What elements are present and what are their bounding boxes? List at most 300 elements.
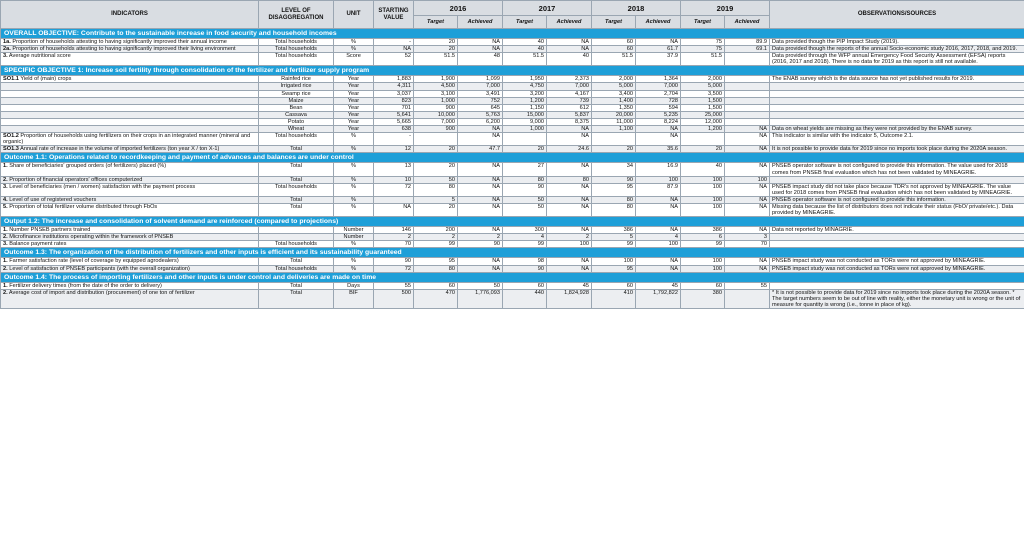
indicator-label: Level of use of registered vouchers: [9, 196, 97, 203]
target-value: 60: [592, 39, 636, 46]
starting-value: 5,665: [374, 118, 414, 125]
section-title: OVERALL OBJECTIVE: Contribute to the sustainable increase in food security and household incomes: [1, 29, 1024, 39]
target-value: 20: [414, 163, 458, 176]
target-value: 100: [681, 203, 725, 216]
disaggregation-level: Wheat: [259, 126, 334, 133]
disaggregation-level: Total households: [259, 53, 334, 66]
indicator-label: Microfinance institutions operating within the framework of PNSEB: [9, 234, 174, 241]
achieved-value: 16.9: [636, 163, 681, 176]
achieved-value: 5,763: [458, 111, 503, 118]
target-value: 100: [681, 258, 725, 265]
table-row: [1, 118, 1024, 125]
achieved-value: NA: [458, 265, 503, 272]
achieved-value: 7,000: [458, 83, 503, 90]
achieved-value: NA: [547, 126, 592, 133]
indicator-cell: [1, 241, 259, 248]
achieved-value: NA: [725, 163, 770, 176]
header-target: Target: [592, 16, 636, 29]
achieved-value: NA: [725, 203, 770, 216]
disaggregation-level: Total households: [259, 46, 334, 53]
disaggregation-level: [259, 227, 334, 234]
unit-cell: Year: [334, 126, 374, 133]
indicator-label: Proportion of households attesting to having significantly improved their living environment: [12, 46, 236, 53]
achieved-value: 8,224: [636, 118, 681, 125]
achieved-value: NA: [547, 183, 592, 196]
achieved-value: 594: [636, 104, 681, 111]
unit-cell: Score: [334, 53, 374, 66]
target-value: 3,200: [503, 90, 547, 97]
header-starting-value: STARTING VALUE: [374, 1, 414, 29]
target-value: 80: [414, 265, 458, 272]
achieved-value: 4: [636, 234, 681, 241]
observation-cell: Data not reported by MINAGRIE.: [770, 227, 1024, 234]
achieved-value: NA: [458, 176, 503, 183]
target-value: 60: [503, 282, 547, 289]
achieved-value: [725, 104, 770, 111]
indicator-cell: [1, 126, 259, 133]
indicator-code: 3.: [3, 241, 8, 248]
header-year: 2017: [503, 1, 592, 16]
observation-cell: PNSEB operator software is not configured to provide this information.: [770, 196, 1024, 203]
header-unit: UNIT: [334, 1, 374, 29]
target-value: 50: [503, 196, 547, 203]
achieved-value: NA: [636, 203, 681, 216]
achieved-value: 90: [458, 241, 503, 248]
target-value: 99: [503, 241, 547, 248]
starting-value: 72: [374, 183, 414, 196]
observation-cell: Missing data because the list of distributors does not indicate their status (FbO/ private/etc.). Data provided by MINEAGRIE.: [770, 203, 1024, 216]
target-value: 1,350: [592, 104, 636, 111]
target-value: 75: [681, 39, 725, 46]
target-value: 12,000: [681, 118, 725, 125]
disaggregation-level: Total: [259, 163, 334, 176]
table-row: [1, 289, 1024, 308]
indicator-label: Proportion of households using fertilizers on their crops in an integrated manner (mineral and organic): [3, 133, 251, 146]
target-value: 5,000: [592, 83, 636, 90]
achieved-value: 2: [458, 234, 503, 241]
header-year: 2016: [414, 1, 503, 16]
achieved-value: 2: [547, 234, 592, 241]
target-value: 470: [414, 289, 458, 308]
indicator-cell: [1, 118, 259, 125]
disaggregation-level: Total households: [259, 133, 334, 146]
observation-cell: [770, 176, 1024, 183]
achieved-value: 1,824,928: [547, 289, 592, 308]
achieved-value: [725, 97, 770, 104]
achieved-value: 4,167: [547, 90, 592, 97]
indicator-cell: [1, 46, 259, 53]
target-value: [681, 133, 725, 146]
observation-cell: [770, 90, 1024, 97]
target-value: 95: [592, 183, 636, 196]
target-value: 386: [681, 227, 725, 234]
achieved-value: NA: [725, 126, 770, 133]
achieved-value: 55: [725, 282, 770, 289]
achieved-value: 1,099: [458, 76, 503, 83]
section-header-row: [1, 66, 1024, 76]
target-value: 100: [681, 196, 725, 203]
starting-value: 1,883: [374, 76, 414, 83]
header-level: LEVEL OF DISAGGREGATION: [259, 1, 334, 29]
observation-cell: [770, 118, 1024, 125]
achieved-value: [725, 289, 770, 308]
achieved-value: 87.9: [636, 183, 681, 196]
starting-value: 638: [374, 126, 414, 133]
disaggregation-level: Cassava: [259, 111, 334, 118]
target-value: 51.5: [414, 53, 458, 66]
disaggregation-level: Bean: [259, 104, 334, 111]
header-target: Target: [681, 16, 725, 29]
target-value: 300: [503, 227, 547, 234]
target-value: 15,000: [503, 111, 547, 118]
achieved-value: NA: [547, 46, 592, 53]
starting-value: -: [374, 39, 414, 46]
achieved-value: 100: [547, 241, 592, 248]
achieved-value: [725, 83, 770, 90]
indicator-code: 2.: [3, 234, 8, 241]
unit-cell: %: [334, 183, 374, 196]
indicator-code: 2.: [3, 289, 8, 296]
target-value: 99: [681, 241, 725, 248]
target-value: 95: [592, 265, 636, 272]
achieved-value: NA: [547, 265, 592, 272]
header-achieved: Achieved: [725, 16, 770, 29]
starting-value: 3,037: [374, 90, 414, 97]
achieved-value: 7,000: [636, 83, 681, 90]
target-value: 1,900: [414, 76, 458, 83]
achieved-value: NA: [458, 203, 503, 216]
achieved-value: [725, 111, 770, 118]
header-observations: OBSERVATIONS/SOURCES: [770, 1, 1024, 29]
starting-value: 55: [374, 282, 414, 289]
starting-value: 5,641: [374, 111, 414, 118]
target-value: 100: [681, 265, 725, 272]
achieved-value: NA: [636, 227, 681, 234]
indicator-label: Balance payment rates: [9, 241, 67, 248]
target-value: 40: [503, 46, 547, 53]
indicator-code: 2a.: [3, 46, 11, 53]
observation-cell: The ENAB survey which is the data source has not yet published results for 2019.: [770, 76, 1024, 83]
unit-cell: Year: [334, 104, 374, 111]
achieved-value: NA: [547, 39, 592, 46]
indicator-code: 3.: [3, 53, 8, 60]
target-value: 40: [503, 39, 547, 46]
table-row: [1, 203, 1024, 216]
indicator-cell: [1, 265, 259, 272]
achieved-value: NA: [458, 133, 503, 146]
target-value: [503, 133, 547, 146]
indicator-cell: [1, 83, 259, 90]
target-value: 50: [414, 176, 458, 183]
indicator-cell: [1, 97, 259, 104]
observation-cell: [770, 104, 1024, 111]
target-value: 1,950: [503, 76, 547, 83]
unit-cell: %: [334, 46, 374, 53]
indicator-cell: [1, 176, 259, 183]
achieved-value: 5,837: [547, 111, 592, 118]
achieved-value: NA: [458, 46, 503, 53]
disaggregation-level: Total households: [259, 183, 334, 196]
target-value: 3,100: [414, 90, 458, 97]
header-achieved: Achieved: [547, 16, 592, 29]
table-row: [1, 133, 1024, 146]
target-value: 1,500: [681, 104, 725, 111]
starting-value: 4,311: [374, 83, 414, 90]
unit-cell: Year: [334, 76, 374, 83]
table-row: [1, 39, 1024, 46]
table-row: [1, 234, 1024, 241]
achieved-value: 8,375: [547, 118, 592, 125]
observation-cell: [770, 241, 1024, 248]
section-header-row: [1, 153, 1024, 163]
target-value: 51.5: [592, 53, 636, 66]
header-indicators: INDICATORS: [1, 1, 259, 29]
observation-cell: Data provided though the reports of the annual Socio-economic study 2016, 2017, 2018, and 2019.: [770, 46, 1024, 53]
target-value: 4: [503, 234, 547, 241]
target-value: 1,000: [503, 126, 547, 133]
section-title: SPECIFIC OBJECTIVE 1: Increase soil fertility through consolidation of the fertilizer and fertilizer supply program: [1, 66, 1024, 76]
achieved-value: 47.7: [458, 146, 503, 153]
achieved-value: 2,704: [636, 90, 681, 97]
achieved-value: 69.1: [725, 46, 770, 53]
target-value: 20: [681, 146, 725, 153]
target-value: 410: [592, 289, 636, 308]
achieved-value: 728: [636, 97, 681, 104]
observation-cell: PNSEB impact study did not take place because TDR's not approved by MINEAGRIE. The value used for 2018 comes from PNSEB final evaluation which has not been validated by MINEAGRIE.: [770, 183, 1024, 196]
target-value: 10,000: [414, 111, 458, 118]
target-value: 75: [681, 46, 725, 53]
table-row: [1, 97, 1024, 104]
indicator-label: Proportion of financial operators' offices computerized: [9, 176, 143, 183]
starting-value: 12: [374, 146, 414, 153]
achieved-value: NA: [547, 203, 592, 216]
unit-cell: Number: [334, 234, 374, 241]
target-value: 90: [503, 265, 547, 272]
indicator-label: Yield of (main) crops: [20, 76, 72, 83]
achieved-value: NA: [725, 227, 770, 234]
table-row: [1, 241, 1024, 248]
indicator-label: Annual rate of increase in the volume of imported fertilizers (ton year X / ton X-1): [20, 146, 220, 153]
unit-cell: Year: [334, 83, 374, 90]
unit-cell: %: [334, 241, 374, 248]
disaggregation-level: Total: [259, 203, 334, 216]
section-header-row: [1, 272, 1024, 282]
target-value: 100: [681, 176, 725, 183]
observation-cell: PNSEB operator software is not configured to provide this information. The value used for 2018 comes from PNSEB final evaluation which has not been validated by MINEAGRIE.: [770, 163, 1024, 176]
disaggregation-level: Total households: [259, 265, 334, 272]
indicator-cell: [1, 39, 259, 46]
achieved-value: 48: [458, 53, 503, 66]
achieved-value: 1,364: [636, 76, 681, 83]
indicator-code: SO1.1: [3, 76, 19, 83]
unit-cell: Year: [334, 118, 374, 125]
achieved-value: NA: [547, 163, 592, 176]
disaggregation-level: Potato: [259, 118, 334, 125]
target-value: [592, 133, 636, 146]
indicator-cell: [1, 163, 259, 176]
indicator-code: 1.: [3, 163, 8, 170]
observation-cell: This indicator is similar with the indicator 5, Outcome 2.1.: [770, 133, 1024, 146]
target-value: 60: [592, 46, 636, 53]
achieved-value: 2,373: [547, 76, 592, 83]
indicator-cell: [1, 111, 259, 118]
indicator-cell: [1, 53, 259, 66]
disaggregation-level: Total: [259, 196, 334, 203]
target-value: 4,750: [503, 83, 547, 90]
target-value: 5,000: [681, 83, 725, 90]
target-value: 4,500: [414, 83, 458, 90]
target-value: 98: [503, 258, 547, 265]
achieved-value: 70: [725, 241, 770, 248]
starting-value: 2: [374, 234, 414, 241]
achieved-value: NA: [458, 163, 503, 176]
achieved-value: 100: [636, 241, 681, 248]
achieved-value: [725, 76, 770, 83]
observation-cell: PNSEB impact study was not conducted as TORs were not approved by MINEAGRIE.: [770, 265, 1024, 272]
target-value: [414, 133, 458, 146]
indicator-label: Proportion of total fertilizer volume distributed through FbOs: [9, 203, 158, 210]
target-value: 20: [503, 146, 547, 153]
table-row: [1, 196, 1024, 203]
indicator-cell: [1, 146, 259, 153]
achieved-value: NA: [547, 133, 592, 146]
indicator-label: Farmer satisfaction rate (level of coverage by equipped agrodealers): [9, 258, 179, 265]
achieved-value: [725, 90, 770, 97]
achieved-value: NA: [458, 183, 503, 196]
unit-cell: BIF: [334, 289, 374, 308]
starting-value: 70: [374, 241, 414, 248]
target-value: 51.5: [503, 53, 547, 66]
starting-value: 90: [374, 258, 414, 265]
target-value: 9,000: [503, 118, 547, 125]
target-value: 1,500: [681, 97, 725, 104]
achieved-value: 89.9: [725, 39, 770, 46]
indicator-label: Share of beneficiaries' grouped orders (of fertilizers) placed (%): [9, 163, 167, 170]
indicator-cell: [1, 282, 259, 289]
disaggregation-level: Maize: [259, 97, 334, 104]
target-value: 7,000: [414, 118, 458, 125]
achieved-value: 612: [547, 104, 592, 111]
indicator-label: Fertilizer delivery times (from the date of the order to delivery): [9, 282, 162, 289]
table-row: [1, 282, 1024, 289]
target-value: 100: [592, 258, 636, 265]
target-value: 1,400: [592, 97, 636, 104]
indicator-label: Average cost of import and distribution (procurement) of one ton of fertilizer: [8, 289, 195, 296]
indicator-label: Number PNSEB partners trained: [9, 227, 91, 234]
table-row: [1, 46, 1024, 53]
unit-cell: %: [334, 203, 374, 216]
table-row: [1, 76, 1024, 83]
indicator-cell: [1, 104, 259, 111]
target-value: 20,000: [592, 111, 636, 118]
achieved-value: 45: [547, 282, 592, 289]
achieved-value: NA: [458, 227, 503, 234]
starting-value: 146: [374, 227, 414, 234]
indicator-code: 1.: [3, 227, 8, 234]
disaggregation-level: Total: [259, 289, 334, 308]
header-year: 2019: [681, 1, 770, 16]
indicator-cell: [1, 227, 259, 234]
achieved-value: NA: [636, 258, 681, 265]
table-row: [1, 53, 1024, 66]
section-title: Outcome 1.1: Operations related to recordkeeping and payment of advances and balances are under control: [1, 153, 1024, 163]
unit-cell: Year: [334, 90, 374, 97]
starting-value: 701: [374, 104, 414, 111]
target-value: 60: [592, 282, 636, 289]
header-target: Target: [414, 16, 458, 29]
achieved-value: 3,491: [458, 90, 503, 97]
target-value: 20: [592, 146, 636, 153]
observation-cell: [770, 83, 1024, 90]
observation-cell: [770, 97, 1024, 104]
disaggregation-level: Irrigated rice: [259, 83, 334, 90]
unit-cell: %: [334, 265, 374, 272]
indicator-code: 2.: [3, 176, 8, 183]
target-value: 1,000: [414, 97, 458, 104]
target-value: 80: [592, 196, 636, 203]
target-value: 440: [503, 289, 547, 308]
starting-value: -: [374, 133, 414, 146]
indicator-cell: [1, 234, 259, 241]
table-row: [1, 227, 1024, 234]
target-value: 2: [414, 234, 458, 241]
achieved-value: NA: [725, 146, 770, 153]
target-value: 20: [414, 39, 458, 46]
target-value: 80: [503, 176, 547, 183]
table-row: [1, 111, 1024, 118]
observation-cell: Data on wheat yields are missing as they were not provided by the ENAB survey.: [770, 126, 1024, 133]
target-value: 34: [592, 163, 636, 176]
observation-cell: [770, 111, 1024, 118]
disaggregation-level: Total: [259, 258, 334, 265]
achieved-value: NA: [458, 196, 503, 203]
indicator-code: 3.: [3, 183, 8, 190]
indicator-cell: [1, 258, 259, 265]
target-value: 380: [681, 289, 725, 308]
disaggregation-level: Total households: [259, 39, 334, 46]
indicator-code: 1.: [3, 258, 8, 265]
header-achieved: Achieved: [636, 16, 681, 29]
target-value: 200: [414, 227, 458, 234]
target-value: 1,150: [503, 104, 547, 111]
table-row: [1, 258, 1024, 265]
indicator-label: Level of satisfaction of PNSEB participants (with the overall organization): [9, 265, 190, 272]
achieved-value: NA: [636, 126, 681, 133]
target-value: 900: [414, 126, 458, 133]
achieved-value: NA: [636, 196, 681, 203]
achieved-value: NA: [458, 39, 503, 46]
achieved-value: 100: [636, 176, 681, 183]
target-value: 80: [414, 183, 458, 196]
target-value: 11,000: [592, 118, 636, 125]
observation-cell: Data provided through the WFP annual Emergency Food Security Assessment (EFSA) reports (2016, 2017 and 2018). There is no data for 2019 as this report is still not available.: [770, 53, 1024, 66]
achieved-value: 45: [636, 282, 681, 289]
achieved-value: 100: [725, 176, 770, 183]
achieved-value: [725, 53, 770, 66]
disaggregation-level: Swamp rice: [259, 90, 334, 97]
starting-value: [374, 196, 414, 203]
unit-cell: %: [334, 163, 374, 176]
target-value: 1,200: [503, 97, 547, 104]
achieved-value: 5,235: [636, 111, 681, 118]
target-value: 6: [681, 234, 725, 241]
observation-cell: It is not possible to provide data for 2019 since no imports took place during the 2020A season.: [770, 146, 1024, 153]
unit-cell: Days: [334, 282, 374, 289]
unit-cell: %: [334, 133, 374, 146]
unit-cell: %: [334, 196, 374, 203]
achieved-value: 739: [547, 97, 592, 104]
table-row: [1, 126, 1024, 133]
